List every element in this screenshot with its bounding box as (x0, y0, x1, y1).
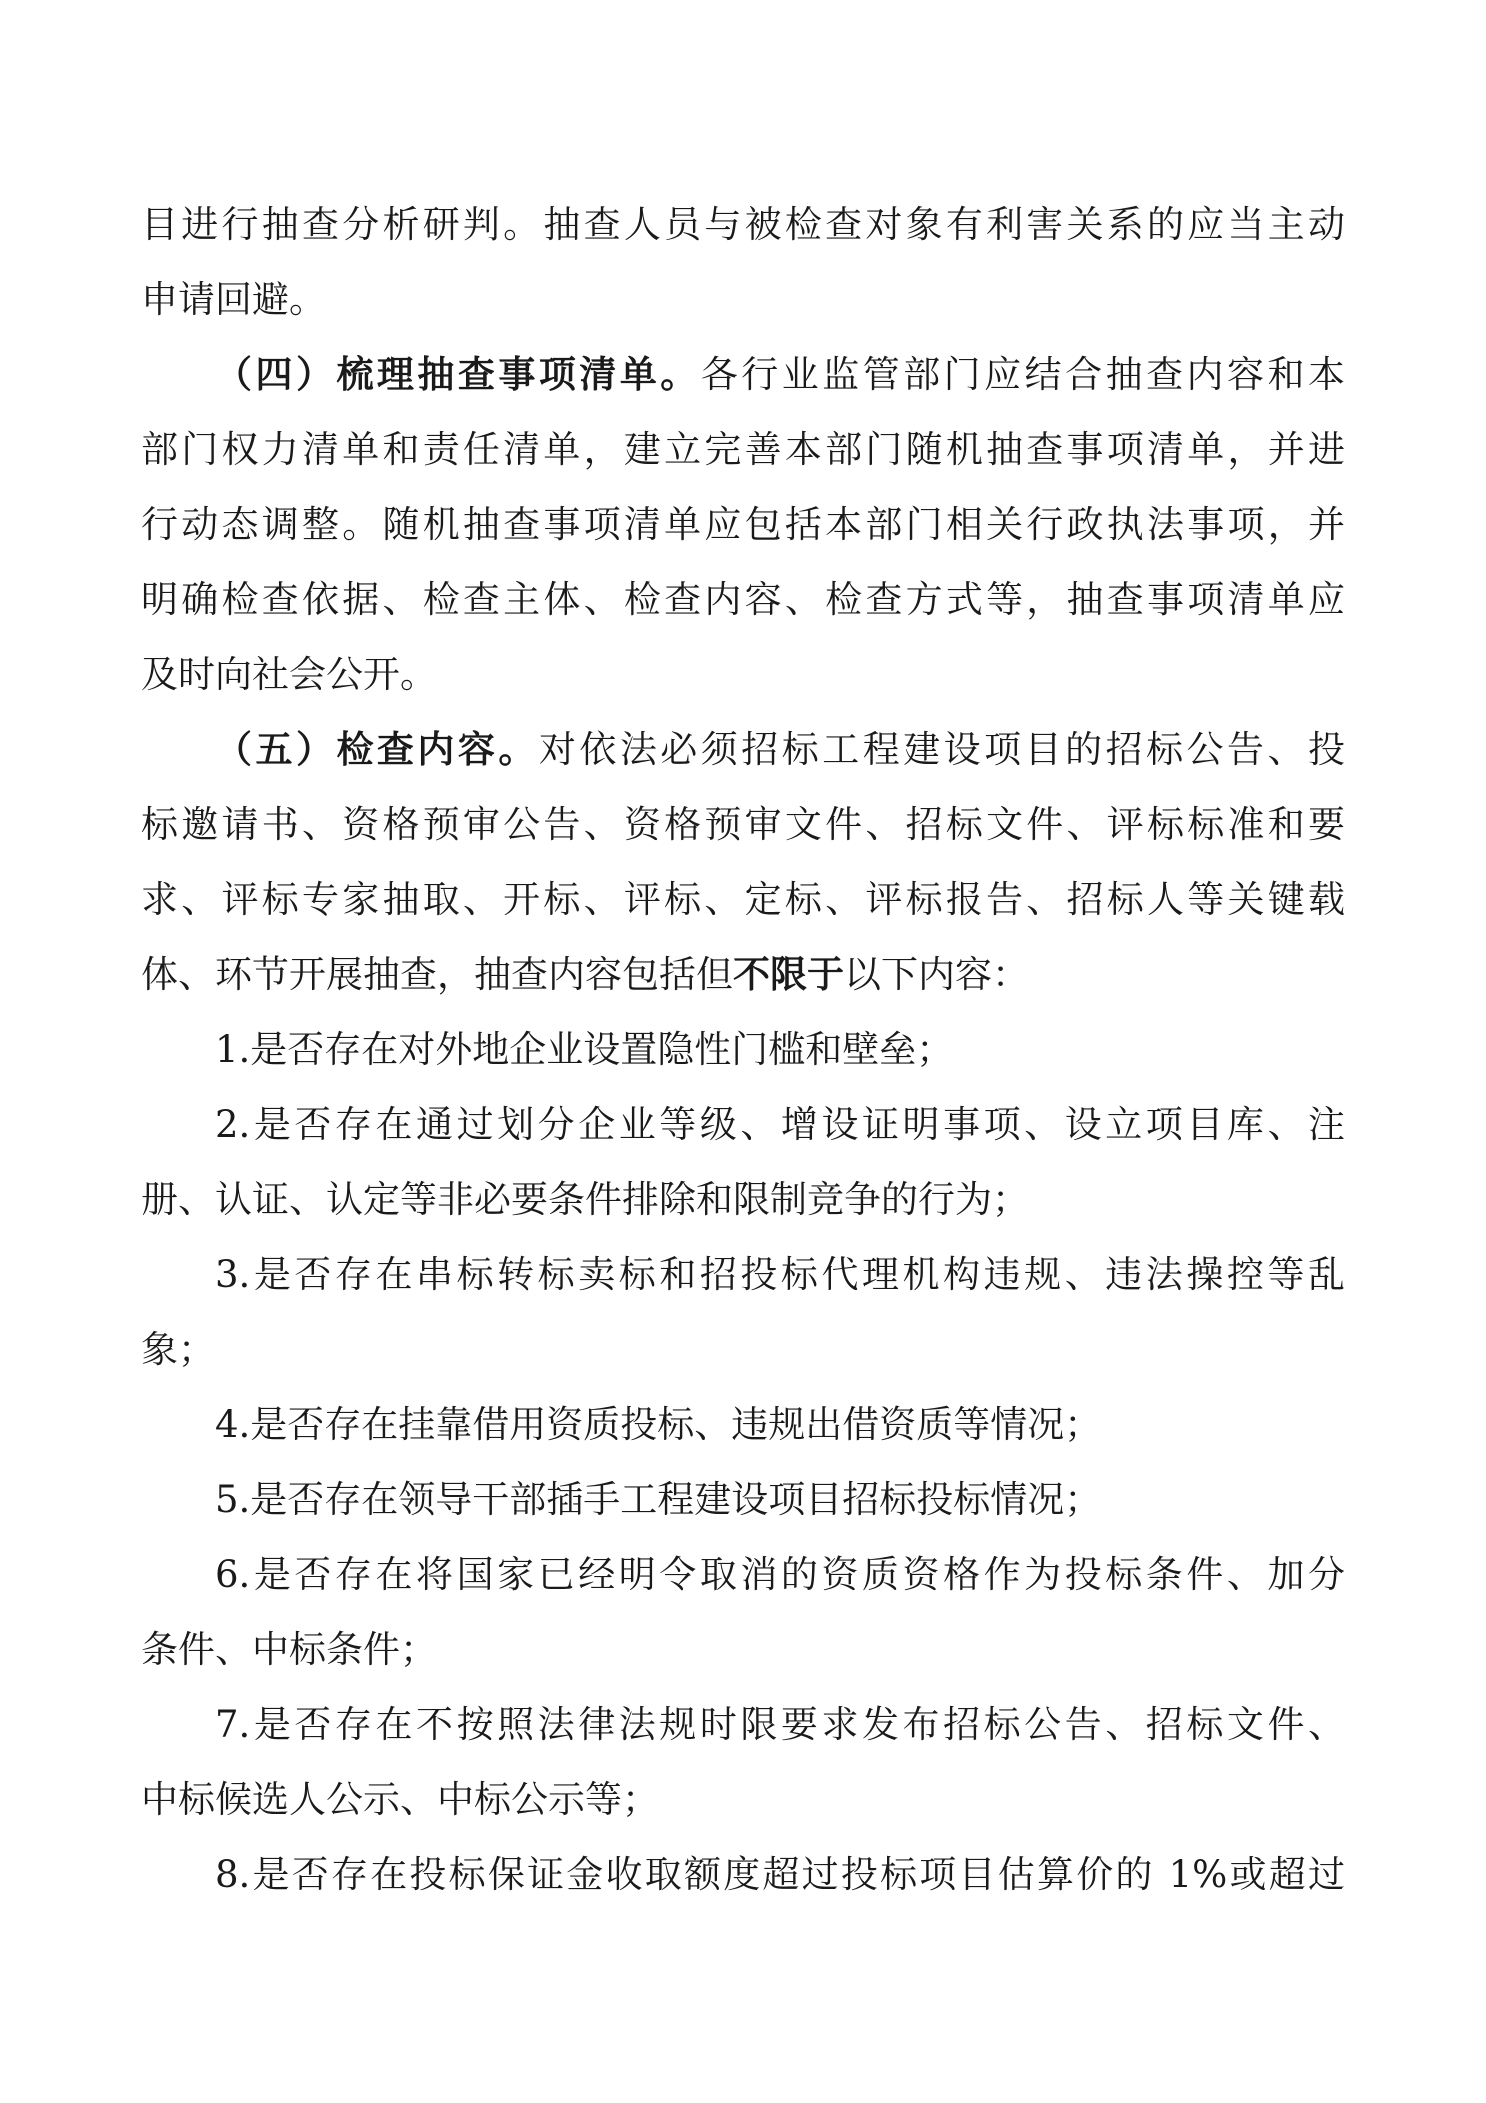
text-segment: 部门权力清单和责任清单，建立完善本部门随机抽查事项清单，并进 (141, 428, 1345, 471)
text-line (215, 1695, 1345, 1755)
text-line (141, 1170, 1029, 1230)
text-segment: 申请回避。 (141, 278, 326, 321)
bold-text-segment: （五）检查内容。 (215, 728, 539, 771)
text-line (215, 345, 1345, 405)
text-line (141, 195, 1345, 255)
text-line (141, 495, 1345, 555)
text-line (215, 1245, 1345, 1305)
text-segment: 体、环节开展抽查，抽查内容包括但 (141, 953, 733, 996)
text-segment: 及时向社会公开。 (141, 653, 437, 696)
text-line (141, 870, 1345, 930)
text-line (141, 1320, 215, 1380)
text-segment: 目进行抽查分析研判。抽查人员与被检查对象有利害关系的应当主动 (141, 203, 1345, 246)
text-line (141, 570, 1345, 630)
text-segment: 中标候选人公示、中标公示等； (141, 1778, 659, 1821)
text-segment: 对依法必须招标工程建设项目的招标公告、投 (538, 728, 1346, 771)
text-line (215, 1395, 1101, 1455)
text-segment: 象； (141, 1328, 215, 1371)
text-segment: 以下内容： (844, 953, 1029, 996)
text-line (141, 645, 437, 705)
text-segment: 8.是否存在投标保证金收取额度超过投标项目估算价的 1%或超过 (215, 1853, 1345, 1896)
text-line (215, 720, 1345, 780)
text-segment: 明确检查依据、检查主体、检查内容、检查方式等，抽查事项清单应 (141, 578, 1345, 621)
text-line (141, 1620, 437, 1680)
text-segment: 3.是否存在串标转标卖标和招投标代理机构违规、违法操控等乱 (215, 1253, 1345, 1296)
text-segment: 各行业监管部门应结合抽查内容和本 (700, 353, 1346, 396)
text-segment: 1.是否存在对外地企业设置隐性门槛和壁垒； (215, 1028, 954, 1071)
text-segment: 7.是否存在不按照法律法规时限要求发布招标公告、招标文件、 (215, 1703, 1345, 1746)
text-segment: 标邀请书、资格预审公告、资格预审文件、招标文件、评标标准和要 (141, 803, 1345, 846)
bold-text-segment: 不限于 (733, 953, 844, 996)
text-segment: 6.是否存在将国家已经明令取消的资质资格作为投标条件、加分 (215, 1553, 1345, 1596)
text-segment: 条件、中标条件； (141, 1628, 437, 1671)
text-line (215, 1020, 953, 1080)
text-line (215, 1095, 1345, 1155)
text-segment: 行动态调整。随机抽查事项清单应包括本部门相关行政执法事项，并 (141, 503, 1345, 546)
text-line (141, 1770, 659, 1830)
text-line (215, 1470, 1101, 1530)
text-segment: 4.是否存在挂靠借用资质投标、违规出借资质等情况； (215, 1403, 1102, 1446)
text-line (141, 420, 1345, 480)
text-segment: 册、认证、认定等非必要条件排除和限制竞争的行为； (141, 1178, 1029, 1221)
text-line (141, 945, 1029, 1005)
bold-text-segment: （四）梳理抽查事项清单。 (215, 353, 701, 396)
text-line (141, 270, 326, 330)
text-segment: 求、评标专家抽取、开标、评标、定标、评标报告、招标人等关键载 (141, 878, 1345, 921)
text-segment: 5.是否存在领导干部插手工程建设项目招标投标情况； (215, 1478, 1102, 1521)
text-line (141, 795, 1345, 855)
text-line (215, 1845, 1345, 1905)
text-line (215, 1545, 1345, 1605)
text-segment: 2.是否存在通过划分企业等级、增设证明事项、设立项目库、注 (215, 1103, 1345, 1146)
